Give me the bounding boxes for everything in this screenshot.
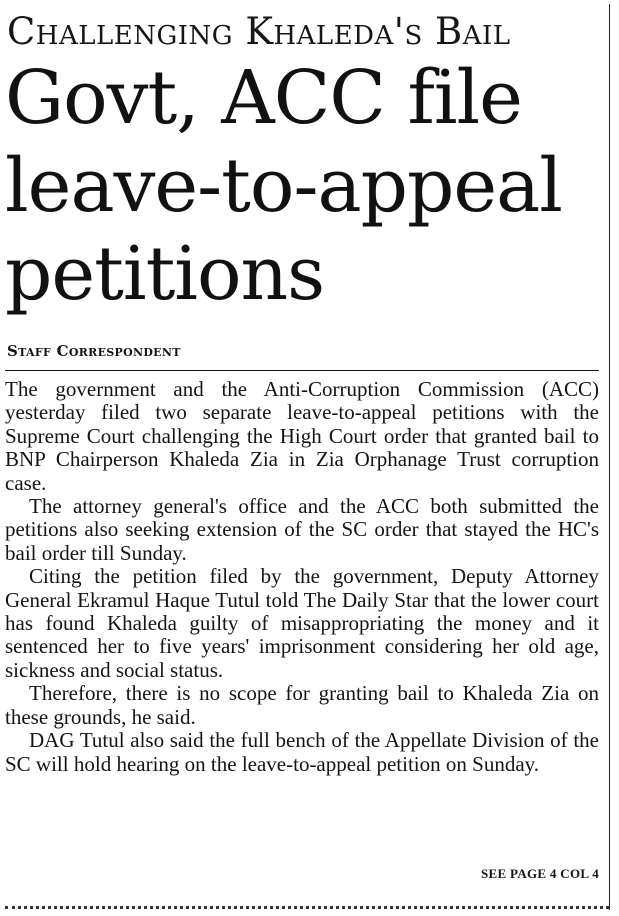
paragraph: DAG Tutul also said the full bench of the Appellate Division of the SC will hold hearing on the leave-to-appeal petition on Sunday.: [5, 728, 599, 776]
headline-line: Govt, ACC file: [5, 55, 522, 141]
headline-line: petitions: [5, 231, 325, 317]
article-column: [5, 0, 599, 916]
dotted-divider: [5, 906, 609, 909]
continuation-note: SEE PAGE 4 COL 4: [481, 866, 599, 881]
article-headline: [5, 54, 605, 318]
column-rule: [609, 4, 610, 910]
paragraph: The attorney general's office and the ACC both submitted the petitions also seeking extension of the SC order that stayed the HC's bail order till Sunday.: [5, 494, 599, 565]
article-body: [5, 378, 599, 776]
paragraph: Therefore, there is no scope for granting bail to Khaleda Zia on these grounds, he said.: [5, 681, 599, 729]
byline: Staff Correspondent: [7, 342, 181, 360]
byline-divider: [5, 370, 599, 371]
article-kicker: Challenging Khaleda's Bail: [7, 10, 511, 53]
paragraph: Citing the petition filed by the government, Deputy Attorney General Ekramul Haque Tutul told The Daily Star that the lower court has found Khaleda guilty of misappropriating the money and it sentenced her to five years' imprisonment considering her old age, sickness and social status.: [5, 564, 599, 682]
paragraph: The government and the Anti-Corruption Commission (ACC) yesterday filed two separate leave-to-appeal petitions with the Supreme Court challenging the High Court order that granted bail to BNP Chairperson Khaleda Zia in Zia Orphanage Trust corruption case.: [5, 377, 599, 495]
headline-line: leave-to-appeal: [5, 143, 562, 229]
